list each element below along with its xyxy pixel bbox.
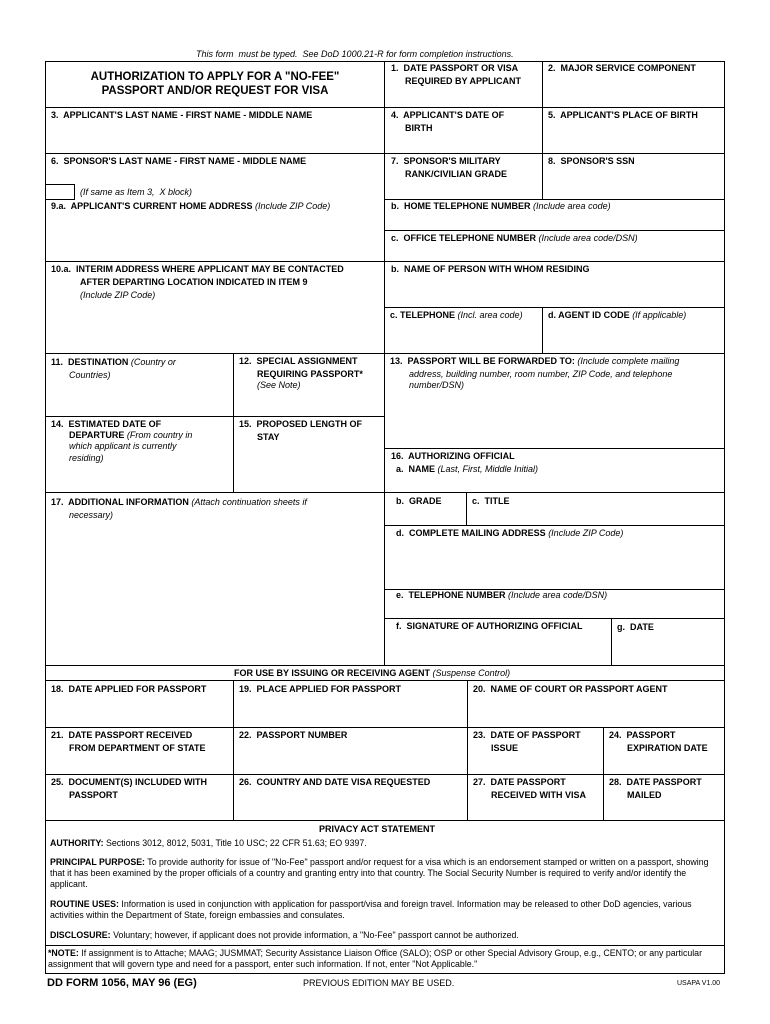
item17-label (51, 496, 307, 509)
item20-court-agent-input[interactable] (469, 697, 723, 726)
item23-label-line2: ISSUE (491, 743, 519, 753)
item19-label: 19. PLACE APPLIED FOR PASSPORT (239, 684, 402, 694)
item9c-label-italic: (Include area code/DSN) (538, 233, 638, 243)
routine-label: ROUTINE USES: (50, 899, 119, 909)
item11-label-italic1: (Country or (130, 357, 176, 367)
item17-label-italic1: (Attach continuation sheets if (191, 497, 307, 507)
item1-label-line2: REQUIRED BY APPLICANT (405, 76, 522, 86)
item23-label-line1: 23. DATE OF PASSPORT (473, 730, 581, 740)
item28-label-line2: MAILED (627, 790, 662, 800)
item12-label-line3: (See Note) (257, 380, 301, 390)
item18-label: 18. DATE APPLIED FOR PASSPORT (51, 684, 207, 694)
item24-label-line2: EXPIRATION DATE (627, 743, 708, 753)
item16b-label: b. GRADE (396, 496, 442, 506)
item10d-label (548, 309, 686, 322)
privacy-act-title: PRIVACY ACT STATEMENT (319, 824, 436, 834)
item19-place-applied-input[interactable] (235, 697, 466, 726)
item9b-label-bold: b. HOME TELEPHONE NUMBER (391, 201, 531, 211)
item16e-label-italic: (Include area code/DSN) (508, 590, 608, 600)
item16e-telephone-input[interactable] (386, 603, 723, 617)
disclosure-paragraph (50, 930, 718, 941)
item25-label-line1: 25. DOCUMENT(S) INCLUDED WITH (51, 777, 207, 787)
same-as-item3-label: (If same as Item 3, X block) (80, 187, 193, 197)
item17-label-bold: 17. ADDITIONAL INFORMATION (51, 497, 189, 507)
item10d-agent-id-input[interactable] (544, 323, 723, 352)
item10c-label-italic: (Incl. area code) (457, 310, 523, 320)
item11-label-italic2: Countries) (69, 370, 111, 380)
item17-label-italic2: necessary) (69, 510, 114, 520)
item9a-label-italic: (Include ZIP Code) (255, 201, 331, 211)
item13-label (390, 355, 679, 368)
item28-label-line1: 28. DATE PASSPORT (609, 777, 702, 787)
item4-label-line2: BIRTH (405, 123, 433, 133)
item9b-label-italic: (Include area code) (533, 201, 611, 211)
item16e-label (396, 589, 607, 602)
item16a-label-italic: (Last, First, Middle Initial) (437, 464, 539, 474)
item16d-mailing-address-input[interactable] (386, 541, 723, 588)
item14-label-line1: 14. ESTIMATED DATE OF (51, 419, 162, 429)
item9a-label (51, 200, 330, 213)
purpose-text: To provide authority for issue of "No-Fee" passport and/or request for a visa which is an endorsement stamped or written on a passport, showing that it has been examined by the proper officials of a country and granting entry into that country. The Social Security Number is required to verify and/or identify the applicant. (50, 857, 709, 889)
agent-header-italic: (Suspense Control) (432, 668, 511, 678)
item13-label-italic2: address, building number, room number, ZIP Code, and telephone (409, 369, 673, 379)
form-title-line2: PASSPORT AND/OR REQUEST FOR VISA (101, 85, 329, 97)
item10c-label (390, 309, 523, 322)
item13-forward-address-input[interactable] (386, 393, 723, 447)
item4-label-line1: 4. APPLICANT'S DATE OF (391, 110, 505, 120)
agent-section-header (234, 667, 510, 680)
item16e-label-bold: e. TELEPHONE NUMBER (396, 590, 506, 600)
routine-text: Information is used in conjunction with application for passport/visa and foreign travel. Information may be released to other DoD agencies, various activities within the Department of State, foreign embassies and consulates. (50, 899, 692, 920)
item8-label: 8. SPONSOR'S SSN (548, 156, 635, 166)
item10a-label-line1: 10.a. INTERIM ADDRESS WHERE APPLICANT MAY BE CONTACTED (51, 264, 344, 274)
item13-label-italic3: number/DSN) (409, 380, 465, 390)
authority-text: Sections 3012, 8012, 5031, Title 10 USC; 22 CFR 51.63; EO 9397. (106, 838, 367, 848)
item27-label-line2: RECEIVED WITH VISA (491, 790, 587, 800)
item26-visa-requested-input[interactable] (235, 790, 466, 819)
item16c-title-input[interactable] (468, 509, 723, 524)
item25-documents-input[interactable] (47, 803, 232, 819)
item10a-label-line2: AFTER DEPARTING LOCATION INDICATED IN ITEM 9 (80, 277, 308, 287)
form-title-line1: AUTHORIZATION TO APPLY FOR A "NO-FEE" (90, 71, 340, 83)
item10d-label-bold: d. AGENT ID CODE (548, 310, 630, 320)
item16a-label-bold: a. NAME (396, 464, 436, 474)
item10a-label-line3: (Include ZIP Code) (80, 290, 156, 300)
item6-label: 6. SPONSOR'S LAST NAME - FIRST NAME - MIDDLE NAME (51, 156, 307, 166)
item20-label: 20. NAME OF COURT OR PASSPORT AGENT (473, 684, 668, 694)
note-paragraph (48, 948, 720, 970)
same-as-item3-checkbox[interactable] (45, 184, 75, 200)
item10c-telephone-input[interactable] (386, 323, 541, 352)
item9b-home-phone-input[interactable] (386, 214, 723, 229)
disclosure-text: Voluntary; however, if applicant does not provide information, a "No-Fee" passport cannot be authorized. (113, 930, 519, 940)
item10d-label-italic: (If applicable) (632, 310, 687, 320)
item25-label-line2: PASSPORT (69, 790, 118, 800)
note-label: *NOTE: (48, 948, 79, 958)
form-title (46, 70, 384, 98)
usapa-version: USAPA V1.00 (677, 980, 721, 987)
agent-header-bold: FOR USE BY ISSUING OR RECEIVING AGENT (234, 668, 431, 678)
item9a-home-address-input[interactable] (47, 214, 383, 260)
item22-label: 22. PASSPORT NUMBER (239, 730, 348, 740)
item22-passport-number-input[interactable] (235, 743, 466, 773)
item26-label: 26. COUNTRY AND DATE VISA REQUESTED (239, 777, 431, 787)
item18-date-applied-input[interactable] (47, 697, 232, 726)
item16d-label-italic: (Include ZIP Code) (548, 528, 624, 538)
item11-destination-input[interactable] (47, 384, 232, 415)
item21-date-received-input[interactable] (47, 756, 232, 773)
item27-label-line1: 27. DATE PASSPORT (473, 777, 566, 787)
note-text: If assignment is to Attache; MAAG; JUSMMAT; Security Assistance Liaison Office (SALO); OSP or other Special Advisory Group, e.g., CENTO; or any particular assignment that will govern type and need for a passport, enter such information. If not, enter "Not Applicable." (48, 948, 703, 969)
item9c-label-bold: c. OFFICE TELEPHONE NUMBER (391, 233, 537, 243)
item16-label: 16. AUTHORIZING OFFICIAL (391, 451, 515, 461)
item10b-person-residing-input[interactable] (386, 277, 723, 306)
item13-label-bold: 13. PASSPORT WILL BE FORWARDED TO: (390, 356, 575, 366)
item11-label-bold: 11. DESTINATION (51, 357, 129, 367)
disclosure-label: DISCLOSURE: (50, 930, 111, 940)
item9b-label (391, 200, 611, 213)
item5-label: 5. APPLICANT'S PLACE OF BIRTH (548, 110, 698, 120)
item16f-label: f. SIGNATURE OF AUTHORIZING OFFICIAL (396, 621, 583, 631)
item28-date-mailed-input[interactable] (605, 803, 723, 819)
item14-label-italic2: (From country in (126, 430, 193, 440)
item14-departure-date-input[interactable] (47, 466, 232, 491)
item1-label-line1: 1. DATE PASSPORT OR VISA (391, 63, 519, 73)
item16d-label (396, 527, 623, 540)
item12-special-assignment-input[interactable] (235, 393, 383, 415)
item7-label-line1: 7. SPONSOR'S MILITARY (391, 156, 501, 166)
item9c-label (391, 232, 638, 245)
item17-additional-info-input[interactable] (47, 524, 383, 664)
item16c-label: c. TITLE (472, 496, 510, 506)
item10a-interim-address-input[interactable] (47, 303, 383, 352)
routine-uses-paragraph (50, 899, 718, 921)
item24-label-line1: 24. PASSPORT (609, 730, 676, 740)
purpose-paragraph (50, 857, 718, 890)
item10c-label-bold: c. TELEPHONE (390, 310, 456, 320)
instructions-text: This form must be typed. See DoD 1000.21-R for form completion instructions. (196, 49, 514, 59)
item3-label: 3. APPLICANT'S LAST NAME - FIRST NAME - MIDDLE NAME (51, 110, 313, 120)
item27-received-with-visa-input[interactable] (469, 803, 602, 819)
item15-length-of-stay-input[interactable] (235, 446, 383, 491)
previous-edition-note: PREVIOUS EDITION MAY BE USED. (303, 978, 455, 988)
item7-label-line2: RANK/CIVILIAN GRADE (405, 169, 508, 179)
item9c-office-phone-input[interactable] (386, 246, 723, 260)
item13-label-italic1: (Include complete mailing (577, 356, 680, 366)
item1-date-required-input[interactable] (386, 89, 541, 106)
item16g-date-input[interactable] (613, 634, 723, 664)
item14-label-bold2: DEPARTURE (69, 430, 125, 440)
item3-applicant-name-input[interactable] (47, 123, 383, 152)
item16g-label: g. DATE (617, 622, 654, 632)
item14-label-italic3: which applicant is currently (69, 441, 177, 451)
item23-issue-date-input[interactable] (469, 756, 602, 773)
item6-sponsor-name-input[interactable] (47, 169, 383, 183)
item21-label-line2: FROM DEPARTMENT OF STATE (69, 743, 206, 753)
item9a-label-bold: 9.a. APPLICANT'S CURRENT HOME ADDRESS (51, 201, 253, 211)
item2-service-component-input[interactable] (544, 76, 723, 106)
item5-place-of-birth-input[interactable] (544, 123, 723, 152)
item12-label-line1: 12. SPECIAL ASSIGNMENT (239, 356, 358, 366)
item14-label-italic4: residing) (69, 453, 104, 463)
form-number: DD FORM 1056, MAY 96 (EG) (47, 977, 197, 989)
item21-label-line1: 21. DATE PASSPORT RECEIVED (51, 730, 193, 740)
purpose-label: PRINCIPAL PURPOSE: (50, 857, 145, 867)
item16b-grade-input[interactable] (386, 509, 465, 524)
item8-sponsor-ssn-input[interactable] (544, 169, 723, 198)
item15-label-line2: STAY (257, 432, 280, 442)
authority-label: AUTHORITY: (50, 838, 104, 848)
item16a-label (396, 463, 538, 476)
authority-paragraph (50, 838, 718, 849)
item16f-signature-field[interactable] (386, 634, 610, 664)
item10b-label: b. NAME OF PERSON WITH WHOM RESIDING (391, 264, 590, 274)
item24-expiration-date-input[interactable] (605, 756, 723, 773)
item12-label-line2: REQUIRING PASSPORT* (257, 369, 363, 379)
item11-label (51, 356, 176, 369)
item2-label: 2. MAJOR SERVICE COMPONENT (548, 63, 696, 73)
item15-label-line1: 15. PROPOSED LENGTH OF (239, 419, 363, 429)
item16a-official-name-input[interactable] (386, 477, 723, 491)
item16d-label-bold: d. COMPLETE MAILING ADDRESS (396, 528, 546, 538)
